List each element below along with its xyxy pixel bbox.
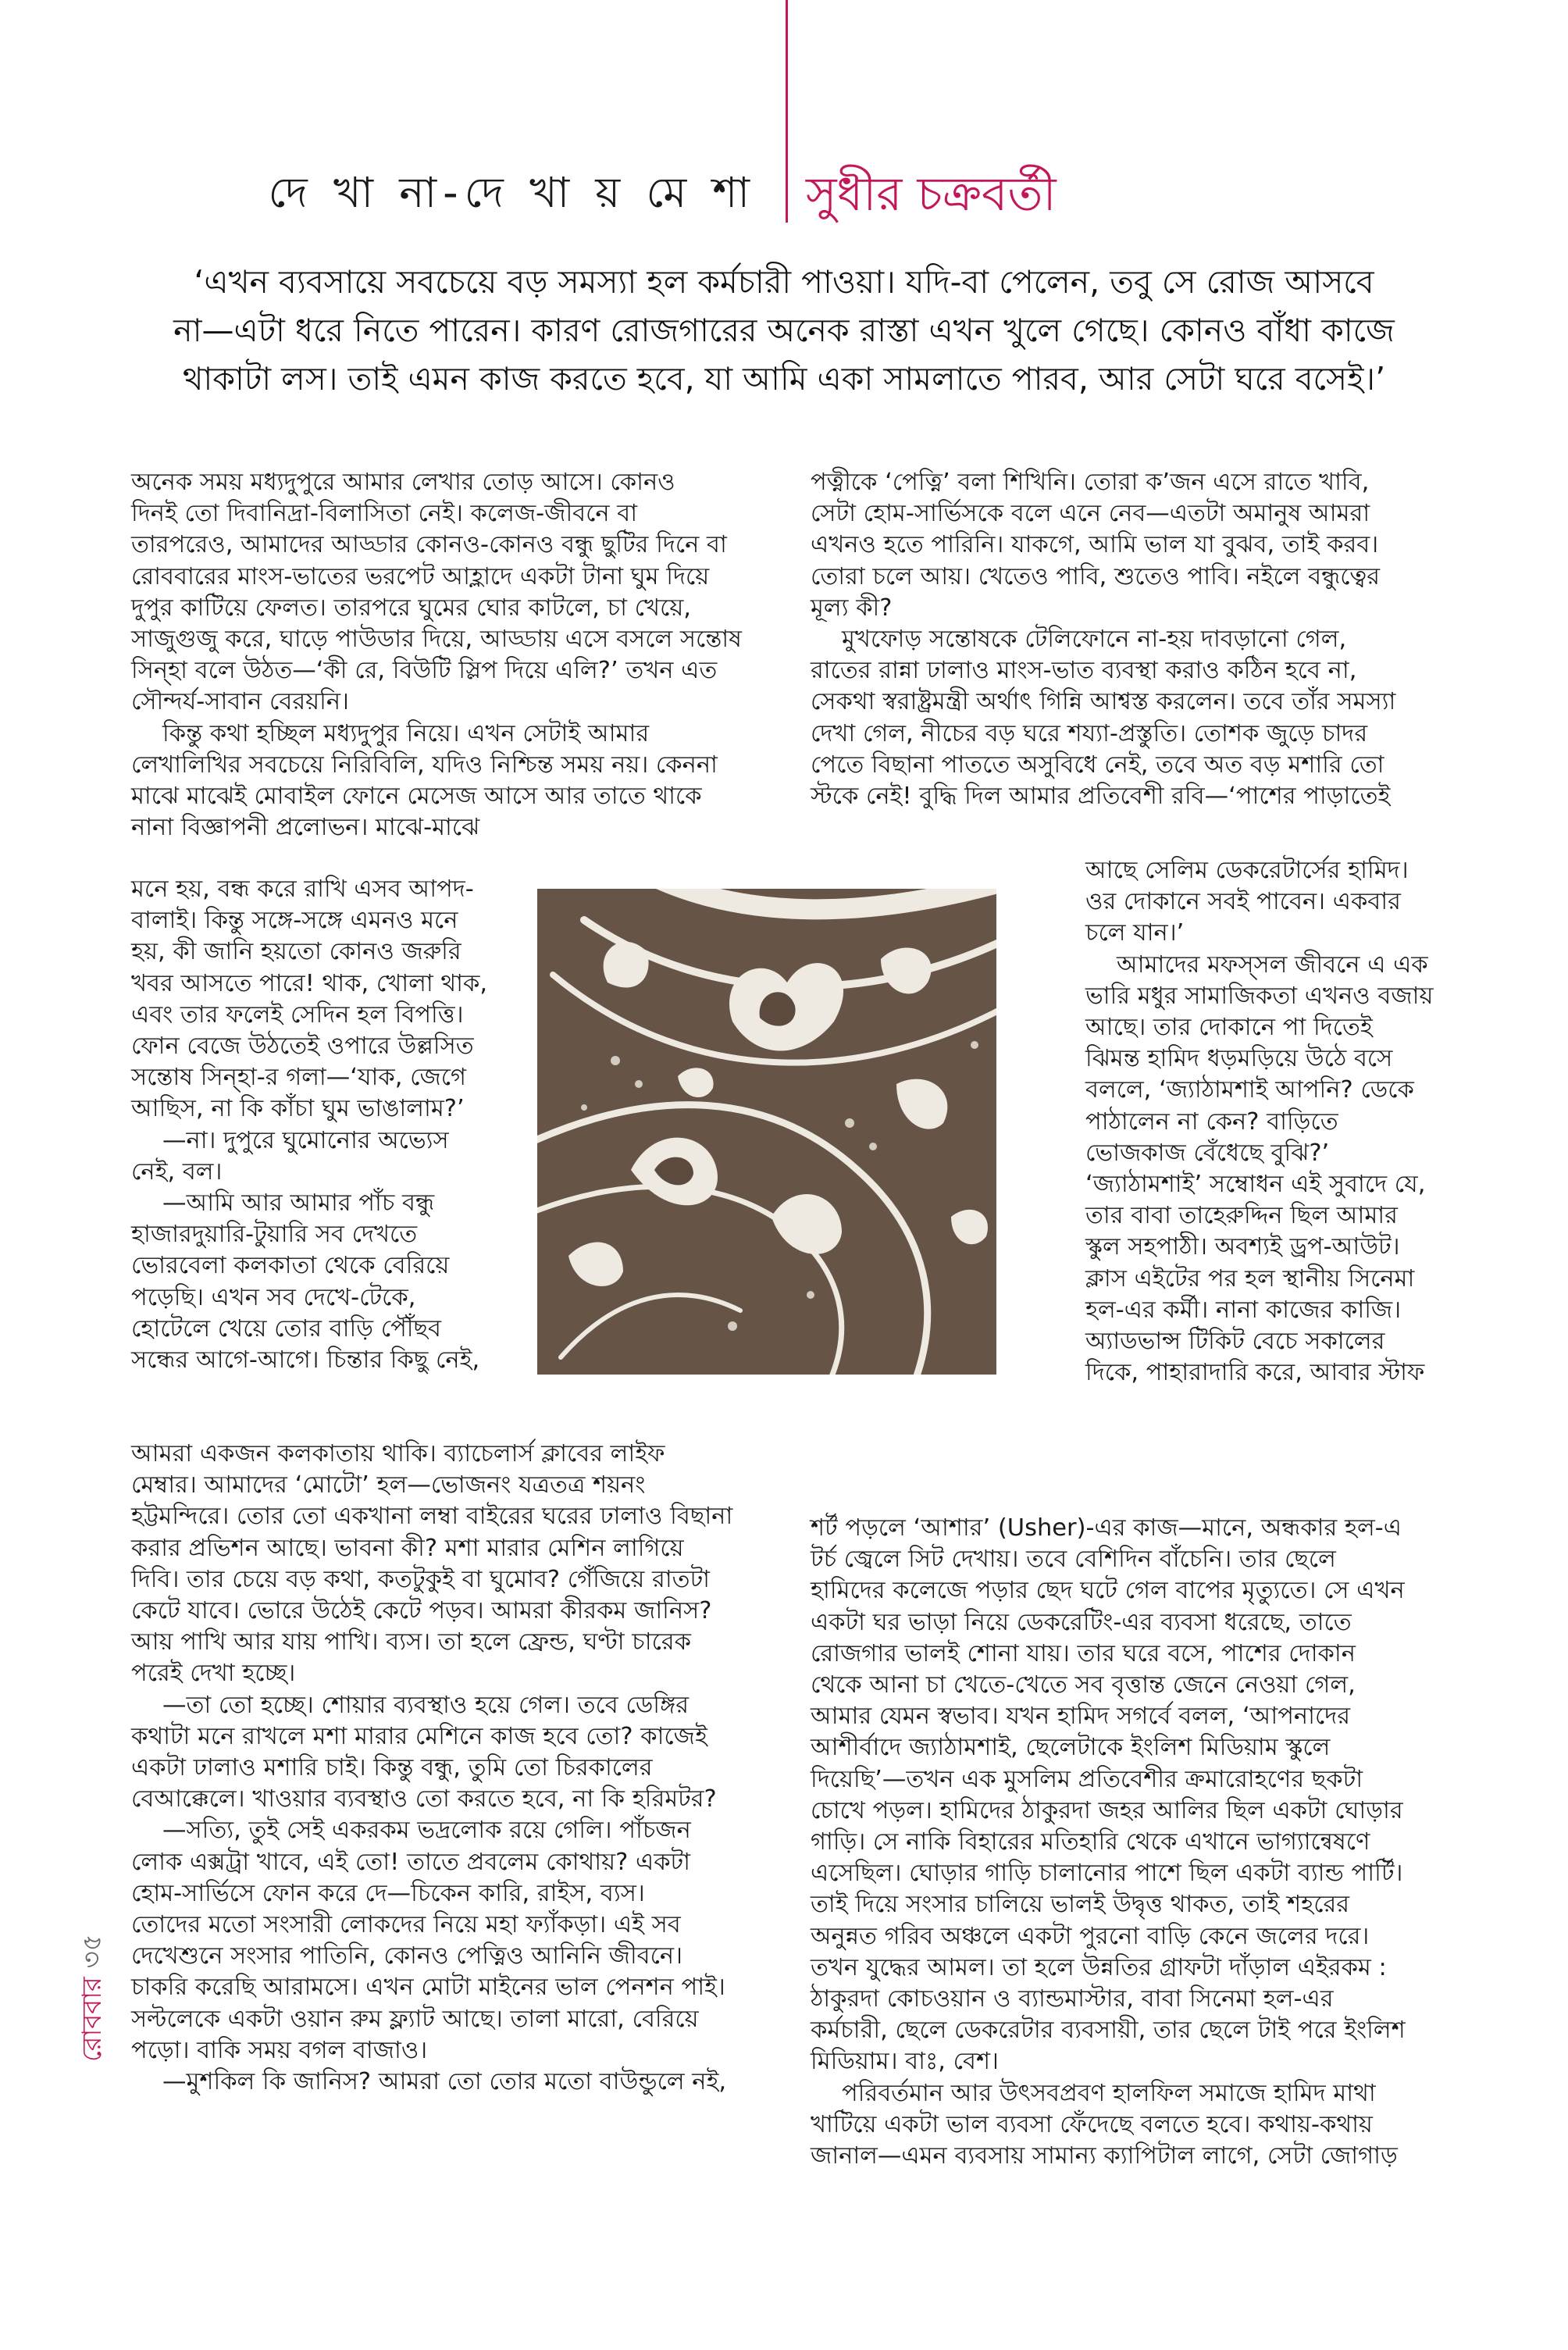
text-line: কর্মচারী, ছেলে ডেকরেটার ব্যবসায়ী, তার ছেলে টাই পরে ইংলিশ (811, 2017, 1406, 2045)
text-line: খাটিয়ে একটা ভাল ব্যবসা ফেঁদেছে বলতে হবে। কথায়-কথায় (811, 2110, 1373, 2138)
text-line: সিন্হা বলে উঠত—‘কী রে, বিউটি স্লিপ দিয়ে এলি?’ তখন এত (131, 657, 718, 685)
text-line: আছে সেলিম ডেকরেটার্সের হামিদ। (1085, 857, 1409, 884)
text-line: রোজগার ভালই শোনা যায়। তার ঘরে বসে, পাশের দোকান (811, 1639, 1356, 1667)
text-line: দেখেশুনে সংসার পাতিনি, কোনও পেত্নিও আনিনি জীবনে। (131, 1942, 683, 1970)
text-line: ঝিমন্ত হামিদ ধড়মড়িয়ে উঠে বসে (1085, 1045, 1393, 1073)
text-line: পাঠালেন না কেন? বাড়িতে (1085, 1107, 1338, 1136)
text-line: এবং তার ফলেই সেদিন হল বিপত্তি। (131, 1000, 464, 1029)
text-line: কথাটা মনে রাখলে মশা মারার মেশিনে কাজ হবে তো? কাজেই (131, 1722, 707, 1750)
page-folio (72, 1934, 116, 2062)
text-line: নানা বিজ্ঞাপনী প্রলোভন। মাঝে-মাঝে (131, 814, 480, 842)
text-line: হট্টমন্দিরে। তোর তো একখানা লম্বা বাইরের ঘরের ঢালাও বিছানা (131, 1503, 733, 1531)
text-line: সাজুগুজু করে, ঘাড়ে পাউডার দিয়ে, আড্ডায় এসে বসলে সন্তোষ (131, 626, 742, 654)
text-line: আমাদের মফস্সল জীবনে এ এক (1117, 950, 1428, 979)
author-name: সুধীর চক্রবর্তী (806, 167, 1057, 222)
text-line: ‘জ্যাঠামশাই’ সম্বোধন এই সুবাদে যে, (1085, 1171, 1426, 1199)
text-line: আছে। তার দোকানে পা দিতেই (1085, 1014, 1373, 1042)
text-line: —মুশকিল কি জানিস? আমরা তো তোর মতো বাউন্ডুলে নই, (162, 2068, 727, 2096)
text-line: সেকথা স্বরাষ্ট্রমন্ত্রী অর্থাৎ গিন্নি আশ্বস্ত করলেন। তবে তাঁর সমস্যা (811, 688, 1396, 716)
text-line: বালাই। কিন্তু সঙ্গে-সঙ্গে এমনও মনে (131, 907, 458, 935)
text-line: চাকরি করেছি আরামসে। এখন মোটা মাইনের ভাল পেনশন পাই। (131, 1974, 725, 2002)
right-column-wrap (1085, 855, 1433, 1389)
pull-quote-line: না—এটা ধরে নিতে পারেন। কারণ রোজগারের অনেক রাস্তা এখন খুলে গেছে। কোনও বাঁধা কাজে (173, 312, 1395, 349)
series-title: দে খা না-দে খা য় মে শা (268, 168, 756, 217)
text-line: সন্তোষ সিন্হা-র গলা—‘যাক, জেগে (131, 1064, 467, 1092)
text-line: খবর আসতে পারে! থাক, খোলা থাক, (131, 969, 488, 997)
text-line: পড়ো। বাকি সময় বগল বাজাও। (131, 2036, 428, 2064)
text-line: গাড়ি। সে নাকি বিহারের মতিহারি থেকে এখানে ভাগ্যান্বেষণে (811, 1828, 1370, 1856)
text-line: ভোরবেলা কলকাতা থেকে বেরিয়ে (131, 1252, 450, 1280)
text-line: পড়েছি। এখন সব দেখে-টেকে, (131, 1283, 416, 1311)
text-line: লোক এক্সট্রা খাবে, এই তো! তাতে প্রবলেম কোথায়? একটা (131, 1848, 690, 1876)
text-line: স্কুল সহপাঠী। অবশ্যই ড্রপ-আউট। (1085, 1233, 1400, 1261)
text-line: দিয়েছি’—তখন এক মুসলিম প্রতিবেশীর ক্রমারোহণের ছকটা (811, 1765, 1363, 1793)
text-line: দিকে, পাহারাদারি করে, আবার স্টাফ (1085, 1359, 1425, 1387)
alpana-photo (537, 889, 996, 1375)
text-line: দেখা গেল, নীচের বড় ঘরে শয্যা-প্রস্তুতি। তোশক জুড়ে চাদর (811, 719, 1368, 747)
text-line: হয়, কী জানি হয়তো কোনও জরুরি (131, 938, 461, 966)
pull-quote (133, 258, 1435, 403)
text-line: সল্টলেকে একটা ওয়ান রুম ফ্ল্যাট আছে। তালা মারো, বেরিয়ে (131, 2005, 699, 2033)
text-line: এসেছিল। ঘোড়ার গাড়ি চালানোর পাশে ছিল একটা ব্যান্ড পার্টি। (811, 1860, 1403, 1888)
text-line: আয় পাখি আর যায় পাখি। ব্যস। তা হলে ফ্রেন্ড, ঘণ্টা চারেক (131, 1628, 691, 1656)
pull-quote-line: থাকাটা লস। তাই এমন কাজ করতে হবে, যা আমি একা সামলাতে পারব, আর সেটা ঘরে বসেই।’ (182, 360, 1386, 398)
text-line: মেম্বার। আমাদের ‘মোটো’ হল—ভোজনং যত্রতত্র শয়নং (131, 1471, 646, 1500)
text-line: করার প্রভিশন আছে। ভাবনা কী? মশা মারার মেশিন লাগিয়ে (131, 1534, 684, 1562)
text-line: জানাল—এমন ব্যবসায় সামান্য ক্যাপিটাল লাগে, সেটা জোগাড় (811, 2142, 1398, 2170)
text-line: একটা ঘর ভাড়া নিয়ে ডেকরেটিং-এর ব্যবসা ধরেছে, তাতে (811, 1608, 1352, 1636)
text-line: পত্নীকে ‘পেত্নি’ বলা শিখিনি। তোরা ক’জন এসে রাতে খাবি, (811, 469, 1370, 496)
text-line: ভারি মধুর সামাজিকতা এখনও বজায় (1085, 982, 1434, 1010)
text-line: পেতে বিছানা পাততে অসুবিধে নেই, তবে অত বড় মশারি তো (811, 751, 1384, 779)
text-line: —আমি আর আমার পাঁচ বন্ধু (162, 1189, 435, 1218)
text-line: ফোন বেজে উঠতেই ওপারে উল্লসিত (131, 1032, 474, 1061)
magazine-name: রোববার (77, 1977, 108, 2062)
text-line: নেই, বল। (131, 1157, 223, 1186)
text-line: মনে হয়, বন্ধ করে রাখি এসব আপদ- (131, 875, 474, 903)
text-line: রাতের রান্না ঢালাও মাংস-ভাত ব্যবস্থা করাও কঠিন হবে না, (811, 657, 1357, 685)
text-line: সৌন্দর্য-সাবান বেরয়নি। (131, 688, 349, 716)
text-line: তোরা চলে আয়। খেতেও পাবি, শুতেও পাবি। নইলে বন্ধুত্বের (811, 562, 1381, 590)
text-line: আশীর্বাদে জ্যাঠামশাই, ছেলেটাকে ইংলিশ মিডিয়াম স্কুলে (811, 1734, 1331, 1762)
text-line: সন্ধের আগে-আগে। চিন্তার কিছু নেই, (131, 1346, 480, 1375)
text-line: এখনও হতে পারিনি। যাকগে, আমি ভাল যা বুঝব, তাই করব। (811, 531, 1379, 559)
text-line: —না। দুপুরে ঘুমোনোর অভ্যেস (162, 1126, 449, 1154)
text-line: বললে, ‘জ্যাঠামশাই আপনি? ডেকে (1085, 1076, 1414, 1104)
text-line: তখন যুদ্ধের আমল। তা হলে উন্নতির গ্রাফটা দাঁড়াল এইরকম : (811, 1953, 1387, 1981)
article-header (0, 160, 1568, 230)
text-line: রোববারের মাংস-ভাতের ভরপেট আহ্লাদে একটা টানা ঘুম দিয়ে (131, 562, 710, 590)
text-line: চলে যান।’ (1085, 919, 1185, 947)
alpana-floor-art (537, 889, 996, 1375)
text-line: অ্যাডভান্স টিকিট বেচে সকালের (1085, 1328, 1385, 1356)
text-line: অনুন্নত গরিব অঞ্চলে একটা পুরনো বাড়ি কেনে জলের দরে। (811, 1922, 1370, 1950)
left-column-top (131, 467, 742, 843)
text-line: দিবি। তার চেয়ে বড় কথা, কতটুকুই বা ঘুমোব? গেঁজিয়ে রাতটা (131, 1565, 711, 1593)
text-line: হল-এর কর্মী। নানা কাজের কাজি। (1085, 1296, 1402, 1324)
text-line: ঠাকুরদা কোচওয়ান ও ব্যান্ডমাস্টার, বাবা সিনেমা হল-এর (811, 1985, 1334, 2013)
text-line: তাই দিয়ে সংসার চালিয়ে ভালই উদ্বৃত্ত থাকত, তাই শহরের (811, 1891, 1349, 1919)
text-line: ভোজকাজ বেঁধেছে বুঝি?’ (1085, 1139, 1330, 1167)
left-column-bottom (131, 1439, 732, 2098)
text-line: পরেই দেখা হচ্ছে। (131, 1660, 296, 1688)
text-line: শর্ট পড়লে ‘আশার’ (Usher)-এর কাজ—মানে, অন্ধকার হল-এ (811, 1514, 1402, 1542)
left-column-wrap (131, 874, 487, 1376)
text-line: তারপরেও, আমাদের আড্ডার কোনও-কোনও বন্ধু ছুটির দিনে বা (131, 531, 727, 559)
text-line: পরিবর্তমান আর উৎসবপ্রবণ হালফিল সমাজে হামিদ মাথা (842, 2079, 1376, 2107)
right-column-bottom (811, 1513, 1406, 2172)
text-line: হোটেলে খেয়ে তোর বাড়ি পৌঁছব (131, 1314, 441, 1343)
text-line: লেখালিখির সবচেয়ে নিরিবিলি, যদিও নিশ্চিন্ত সময় নয়। কেননা (131, 751, 718, 779)
text-line: হোম-সার্ভিসে ফোন করে দে—চিকেন কারি, রাইস, ব্যস। (131, 1879, 645, 1907)
text-line: আমরা একজন কলকাতায় থাকি। ব্যাচেলার্স ক্লাবের লাইফ (131, 1440, 665, 1467)
text-line: আছিস, না কি কাঁচা ঘুম ভাঙালাম?’ (131, 1095, 465, 1123)
text-line: মুখফোড় সন্তোষকে টেলিফোনে না-হয় দাবড়ানো গেল, (842, 626, 1347, 654)
text-line: দুপুর কাটিয়ে ফেলত। তারপরে ঘুমের ঘোর কাটলে, চা খেয়ে, (131, 594, 691, 622)
text-line: —তা তো হচ্ছে। শোয়ার ব্যবস্থাও হয়ে গেল। তবে ডেঙ্গির (162, 1691, 689, 1719)
text-line: ক্লাস এইটের পর হল স্থানীয় সিনেমা (1085, 1264, 1415, 1293)
text-line: মাঝে মাঝেই মোবাইল ফোনে মেসেজ আসে আর তাতে থাকে (131, 783, 702, 811)
text-line: তার বাবা তাহেরুদ্দিন ছিল আমার (1085, 1202, 1398, 1230)
text-line: দিনই তো দিবানিদ্রা-বিলাসিতা নেই। কলেজ-জীবনে বা (131, 500, 638, 528)
text-line: তোদের মতো সংসারী লোকদের নিয়ে মহা ফ্যাঁকড়া। এই সব (131, 1911, 681, 1939)
page-number: ৩৫ (77, 1934, 108, 1969)
text-line: হামিদের কলেজে পড়ার ছেদ ঘটে গেল বাপের মৃত্যুতে। সে এখন (811, 1577, 1405, 1605)
text-line: বেআক্কেলে। খাওয়ার ব্যবস্থাও তো করতে হবে, না কি হরিমটর? (131, 1785, 717, 1813)
text-line: কিন্তু কথা হচ্ছিল মধ্যদুপুর নিয়ে। এখন সেটাই আমার (162, 719, 650, 747)
text-line: আমার যেমন স্বভাব। যখন হামিদ সগর্বে বলল, ‘আপনাদের (811, 1703, 1351, 1731)
text-line: —সত্যি, তুই সেই একরকম ভদ্রলোক রয়ে গেলি। পাঁচজন (162, 1817, 691, 1845)
text-line: থেকে আনা চা খেতে-খেতে সব বৃত্তান্ত জেনে নেওয়া গেল, (811, 1671, 1356, 1699)
text-line: চোখে পড়ল। হামিদের ঠাকুরদা জহর আলির ছিল একটা ঘোড়ার (811, 1796, 1403, 1824)
text-line: স্টকে নেই! বুদ্ধি দিল আমার প্রতিবেশী রবি—‘পাশের পাড়াতেই (811, 783, 1391, 811)
text-line: টর্চ জ্বেলে সিট দেখায়। তবে বেশিদিন বাঁচেনি। তার ছেলে (811, 1546, 1336, 1574)
text-line: মিডিয়াম। বাঃ, বেশ। (811, 2048, 999, 2076)
text-line: কেটে যাবে। ভোরে উঠেই কেটে পড়ব। আমরা কীরকম জানিস? (131, 1597, 712, 1625)
text-line: অনেক সময় মধ্যদুপুরে আমার লেখার তোড় আসে। কোনও (131, 469, 675, 496)
text-line: একটা ঢালাও মশারি চাই। কিন্তু বন্ধু, তুমি তো চিরকালের (131, 1754, 653, 1782)
text-line: ওর দোকানে সবই পাবেন। একবার (1085, 888, 1401, 916)
text-line: হাজারদুয়ারি-টুয়ারি সব দেখতে (131, 1221, 418, 1249)
right-column-top (811, 467, 1395, 812)
text-line: মূল্য কী? (811, 594, 893, 622)
text-line: সেটা হোম-সার্ভিসকে বলে এনে নেব—এতটা অমানুষ আমরা (811, 500, 1370, 528)
pull-quote-line: ‘এখন ব্যবসায়ে সবচেয়ে বড় সমস্যা হল কর্মচারী পাওয়া। যদি-বা পেলেন, তবু সে রোজ আসবে (194, 263, 1374, 301)
